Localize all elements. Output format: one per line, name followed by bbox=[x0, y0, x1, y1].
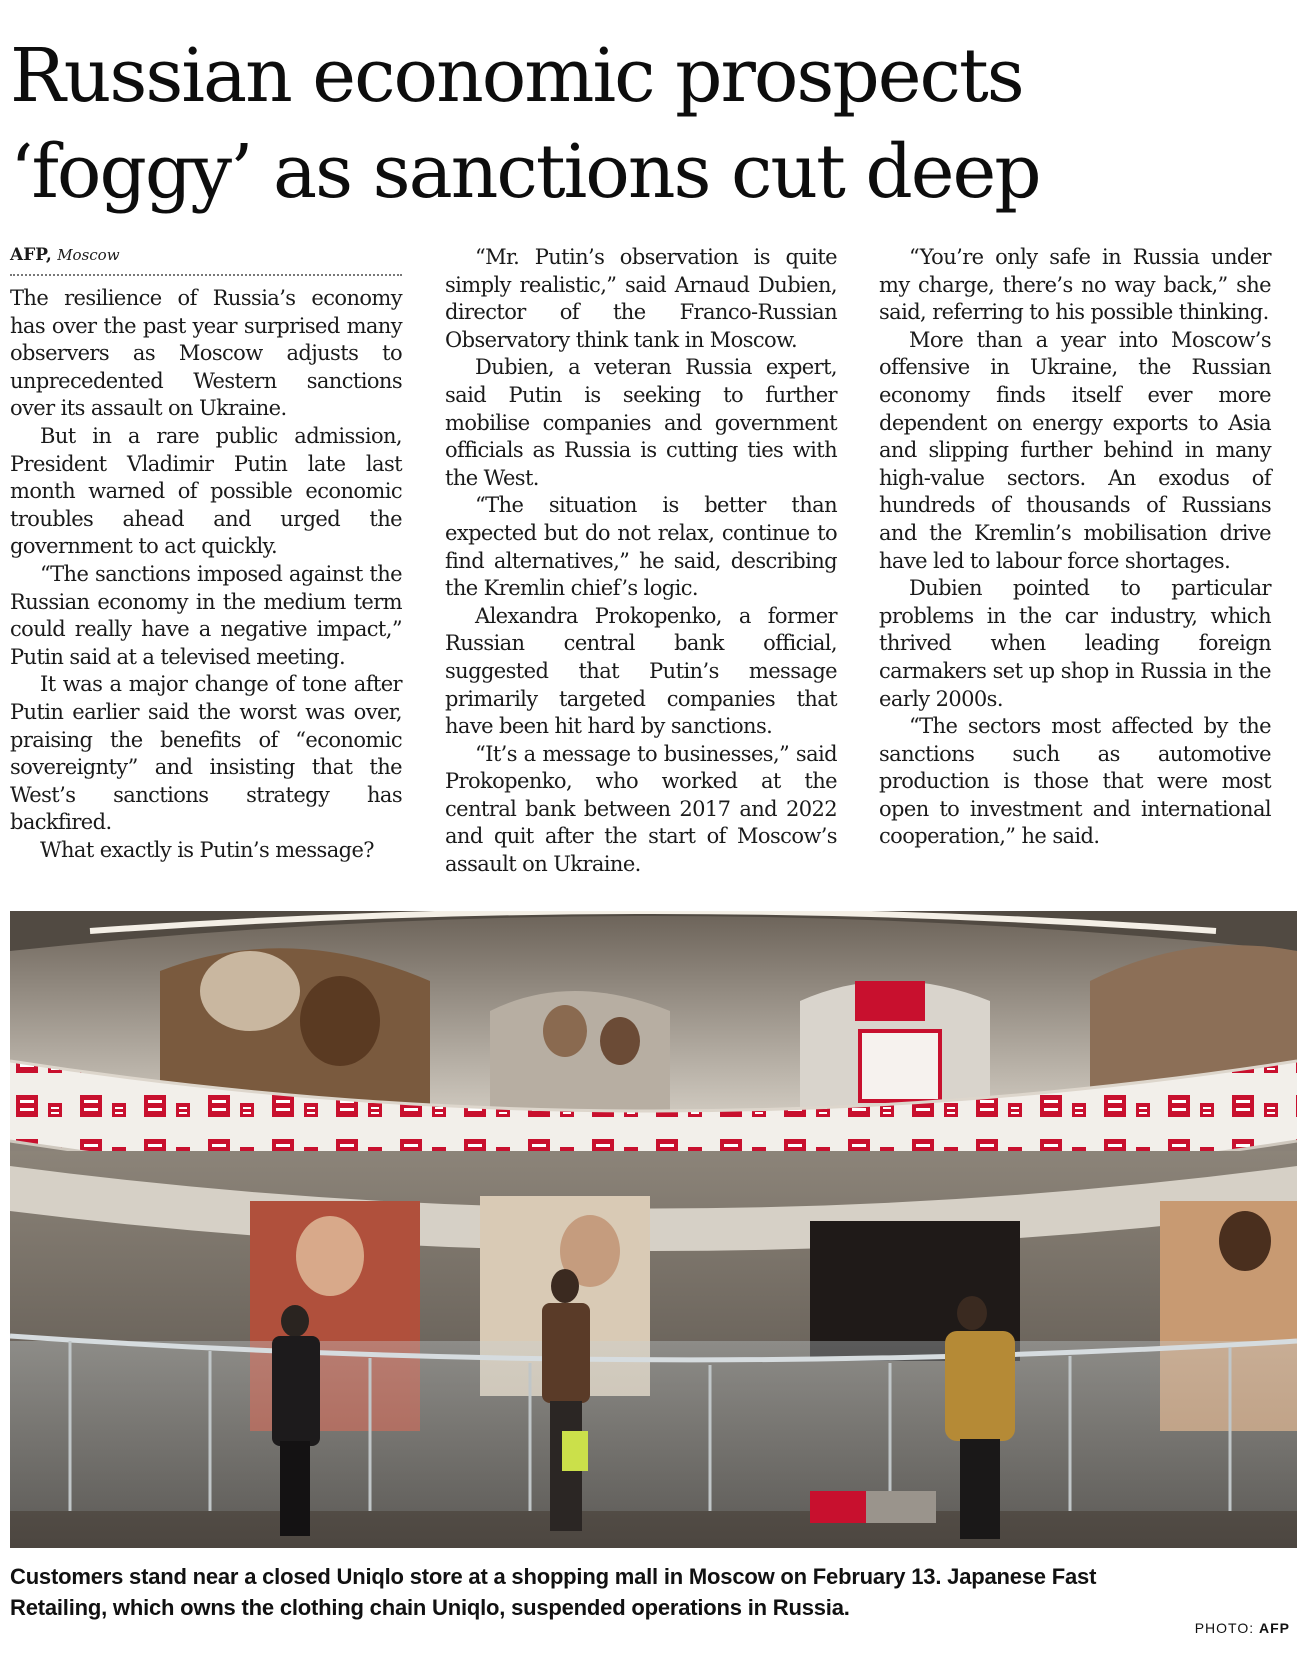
photo-caption: Customers stand near a closed Uniqlo store at a shopping mall in Moscow on February 13. Japanese Fast Retailing, which owns the clothing chain Uniqlo, suspended operations in Russia. bbox=[10, 1564, 1097, 1620]
paragraph: Alexandra Prokopenko, a former Russian central bank official, suggested that Putin’s message primarily targeted companies that have been hit hard by sanctions. bbox=[445, 603, 837, 739]
article-column-3 bbox=[879, 244, 1271, 851]
byline-place: Moscow bbox=[57, 246, 120, 264]
paragraph: The resilience of Russia’s economy has over the past year surprised many observers as Moscow adjusts to unprecedented Western sanctions over its assault on Ukraine. bbox=[10, 286, 402, 421]
byline-agency: AFP, bbox=[10, 245, 52, 265]
photo-credit-label: PHOTO: bbox=[1194, 1620, 1255, 1636]
paragraph: “Mr. Putin’s observation is quite simply realistic,” said Arnaud Dubien, director of the Franco-Russian Observatory think tank in Moscow. bbox=[445, 245, 837, 352]
paragraph: “The sectors most affected by the sanctions such as automotive production is those that were most open to investment and international cooperation,” he said. bbox=[879, 714, 1271, 849]
paragraph: But in a rare public admission, President Vladimir Putin late last month warned of possible economic troubles ahead and urged the government to act quickly. bbox=[10, 423, 402, 559]
paragraph: More than a year into Moscow’s offensive in Ukraine, the Russian economy finds itself ever more dependent on energy exports to Asia and slipping further behind in many high-value sectors. An exodus of hundreds of thousands of Russians and the Kremlin’s mobilisation drive have led to labour force shortages. bbox=[879, 327, 1271, 573]
mall-photo-illustration bbox=[10, 911, 1297, 1548]
paragraph: “The situation is better than expected but do not relax, continue to find alternatives,” he said, describing the Kremlin chief’s logic. bbox=[445, 493, 837, 601]
photo-credit-source: AFP bbox=[1259, 1620, 1290, 1636]
paragraph: “It’s a message to businesses,” said Prokopenko, who worked at the central bank between 2017 and 2022 and quit after the start of Moscow’s assault on Ukraine. bbox=[445, 741, 837, 877]
paragraph: It was a major change of tone after Putin earlier said the worst was over, praising the benefits of “economic sovereignty” and insisting that the West’s sanctions strategy has backfired. bbox=[10, 672, 402, 835]
headline bbox=[10, 28, 1296, 220]
uniqlo-sign-upper bbox=[855, 981, 925, 1021]
paragraph: “You’re only safe in Russia under my charge, there’s no way back,” she said, referring to his possible thinking. bbox=[879, 245, 1271, 325]
paragraph: Dubien pointed to particular problems in the car industry, which thrived when leading foreign carmakers set up shop in Russia in the early 2000s. bbox=[879, 576, 1271, 711]
article-column-1 bbox=[10, 244, 402, 864]
news-photo bbox=[10, 911, 1297, 1548]
paragraph: What exactly is Putin’s message? bbox=[40, 837, 374, 862]
article-column-2 bbox=[445, 244, 837, 879]
photo-credit bbox=[1195, 1620, 1290, 1636]
paragraph: Dubien, a veteran Russia expert, said Putin is seeking to further mobilise companies and government officials as Russia is cutting ties with the West. bbox=[445, 355, 837, 490]
paragraph: “The sanctions imposed against the Russian economy in the medium term could really have a negative impact,” Putin said at a televised meeting. bbox=[10, 561, 402, 669]
headline-line-2: ‘foggy’ as sanctions cut deep bbox=[10, 129, 1040, 215]
headline-line-1: Russian economic prospects bbox=[10, 33, 1023, 119]
byline bbox=[10, 244, 402, 276]
